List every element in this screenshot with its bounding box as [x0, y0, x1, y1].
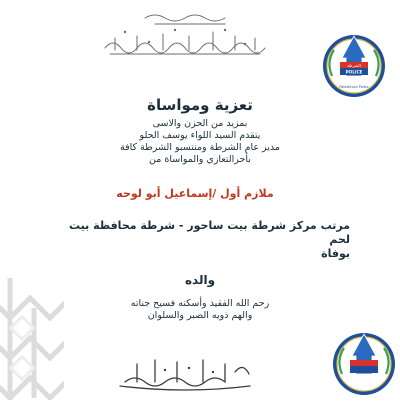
body-line: بمزيد من الحزن والاسى — [152, 118, 248, 129]
body-line: يتقدم السيد اللواء يوسف الحلو — [139, 130, 261, 141]
unit-block — [50, 219, 350, 261]
calligraphy-verse-image — [85, 8, 285, 60]
unit-line: بوفاة — [321, 247, 350, 260]
logo-english-text: POLICE — [345, 69, 363, 75]
police-emblem — [323, 35, 385, 97]
bottom-calligraphy — [85, 352, 285, 392]
body-line: مدير عام الشرطة ومنتسبو الشرطة كافة — [119, 142, 281, 153]
body-line: بأحرالتعازي والمواساة من — [149, 154, 251, 165]
officer-name: ملازم أول /إسماعيل أبو لوحه — [116, 187, 274, 200]
police-logo-bottom — [332, 322, 396, 400]
logo-arabic-text: الشرطة — [347, 62, 361, 68]
unit-line: مرتب مركز شرطة بيت ساحور - شرطة محافظة بيت لحم — [69, 219, 350, 246]
prayer-line: والهم ذويه الصبر والسلوان — [147, 310, 253, 321]
prayer-block — [90, 298, 310, 322]
logo-ring-text: Palestinian Police — [339, 85, 369, 89]
calligraphy-closing-verse — [85, 352, 285, 392]
page-title: تعزية ومواساة — [147, 96, 253, 114]
police-emblem — [333, 333, 395, 395]
prayer-line: رحم الله الفقيد وأسكنه فسيح جناته — [130, 298, 270, 309]
top-calligraphy — [85, 8, 285, 60]
police-logo-top — [322, 22, 386, 110]
deceased-label: والده — [184, 273, 216, 287]
geometric-pattern — [0, 278, 64, 400]
condolence-body — [90, 118, 310, 166]
